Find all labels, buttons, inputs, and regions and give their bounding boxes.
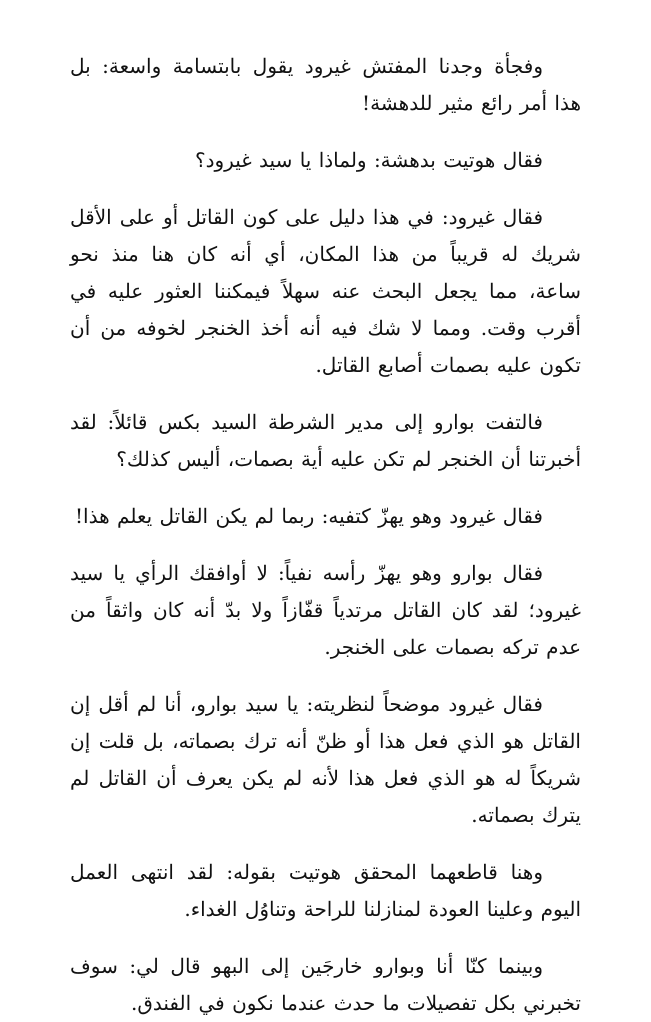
paragraph-4: فالتفت بوارو إلى مدير الشرطة السيد بكس قائلاً: لقد أخبرتنا أن الخنجر لم تكن عليه أية بصمات، أليس كذلك؟ bbox=[70, 410, 581, 471]
paragraph-3: فقال غيرود: في هذا دليل على كون القاتل أو على الأقل شريك له قريباً من هذا المكان، أي أنه كان هنا منذ نحو ساعة، مما يجعل البحث عنه سهلاً فيمكننا العثور عليه في أقرب وقت. ومما لا شك فيه أنه أخذ الخنجر لخوفه من أن تكون عليه بصمات أصابع القاتل. bbox=[70, 205, 581, 377]
paragraph-8: وهنا قاطعهما المحقق هوتيت بقوله: لقد انتهى العمل اليوم وعلينا العودة لمنازلنا للراحة وتناوُل الغداء. bbox=[70, 860, 581, 921]
paragraph-2: فقال هوتيت بدهشة: ولماذا يا سيد غيرود؟ bbox=[194, 148, 543, 172]
paragraph-9: وبينما كنّا أنا وبوارو خارجَين إلى البهو قال لي: سوف تخبرني بكل تفصيلات ما حدث عندما نكون في الفندق. bbox=[70, 954, 581, 1015]
paragraph-1: وفجأة وجدنا المفتش غيرود يقول بابتسامة واسعة: بل هذا أمر رائع مثير للدهشة! bbox=[70, 54, 581, 115]
document-page bbox=[70, 48, 581, 1015]
paragraph-6: فقال بوارو وهو يهزّ رأسه نفياً: لا أوافقك الرأي يا سيد غيرود؛ لقد كان القاتل مرتدياً قفّازاً ولا بدّ أنه كان واثقاً من عدم تركه بصمات على الخنجر. bbox=[70, 561, 581, 659]
paragraph-5: فقال غيرود وهو يهزّ كتفيه: ربما لم يكن القاتل يعلم هذا! bbox=[75, 504, 543, 528]
paragraph-7: فقال غيرود موضحاً لنظريته: يا سيد بوارو، أنا لم أقل إن القاتل هو الذي فعل هذا أو ظنّ أنه ترك بصماته، بل قلت إن شريكاً له هو الذي فعل هذا لأنه لم يكن يعرف أن القاتل لم يترك بصماته. bbox=[70, 692, 581, 827]
